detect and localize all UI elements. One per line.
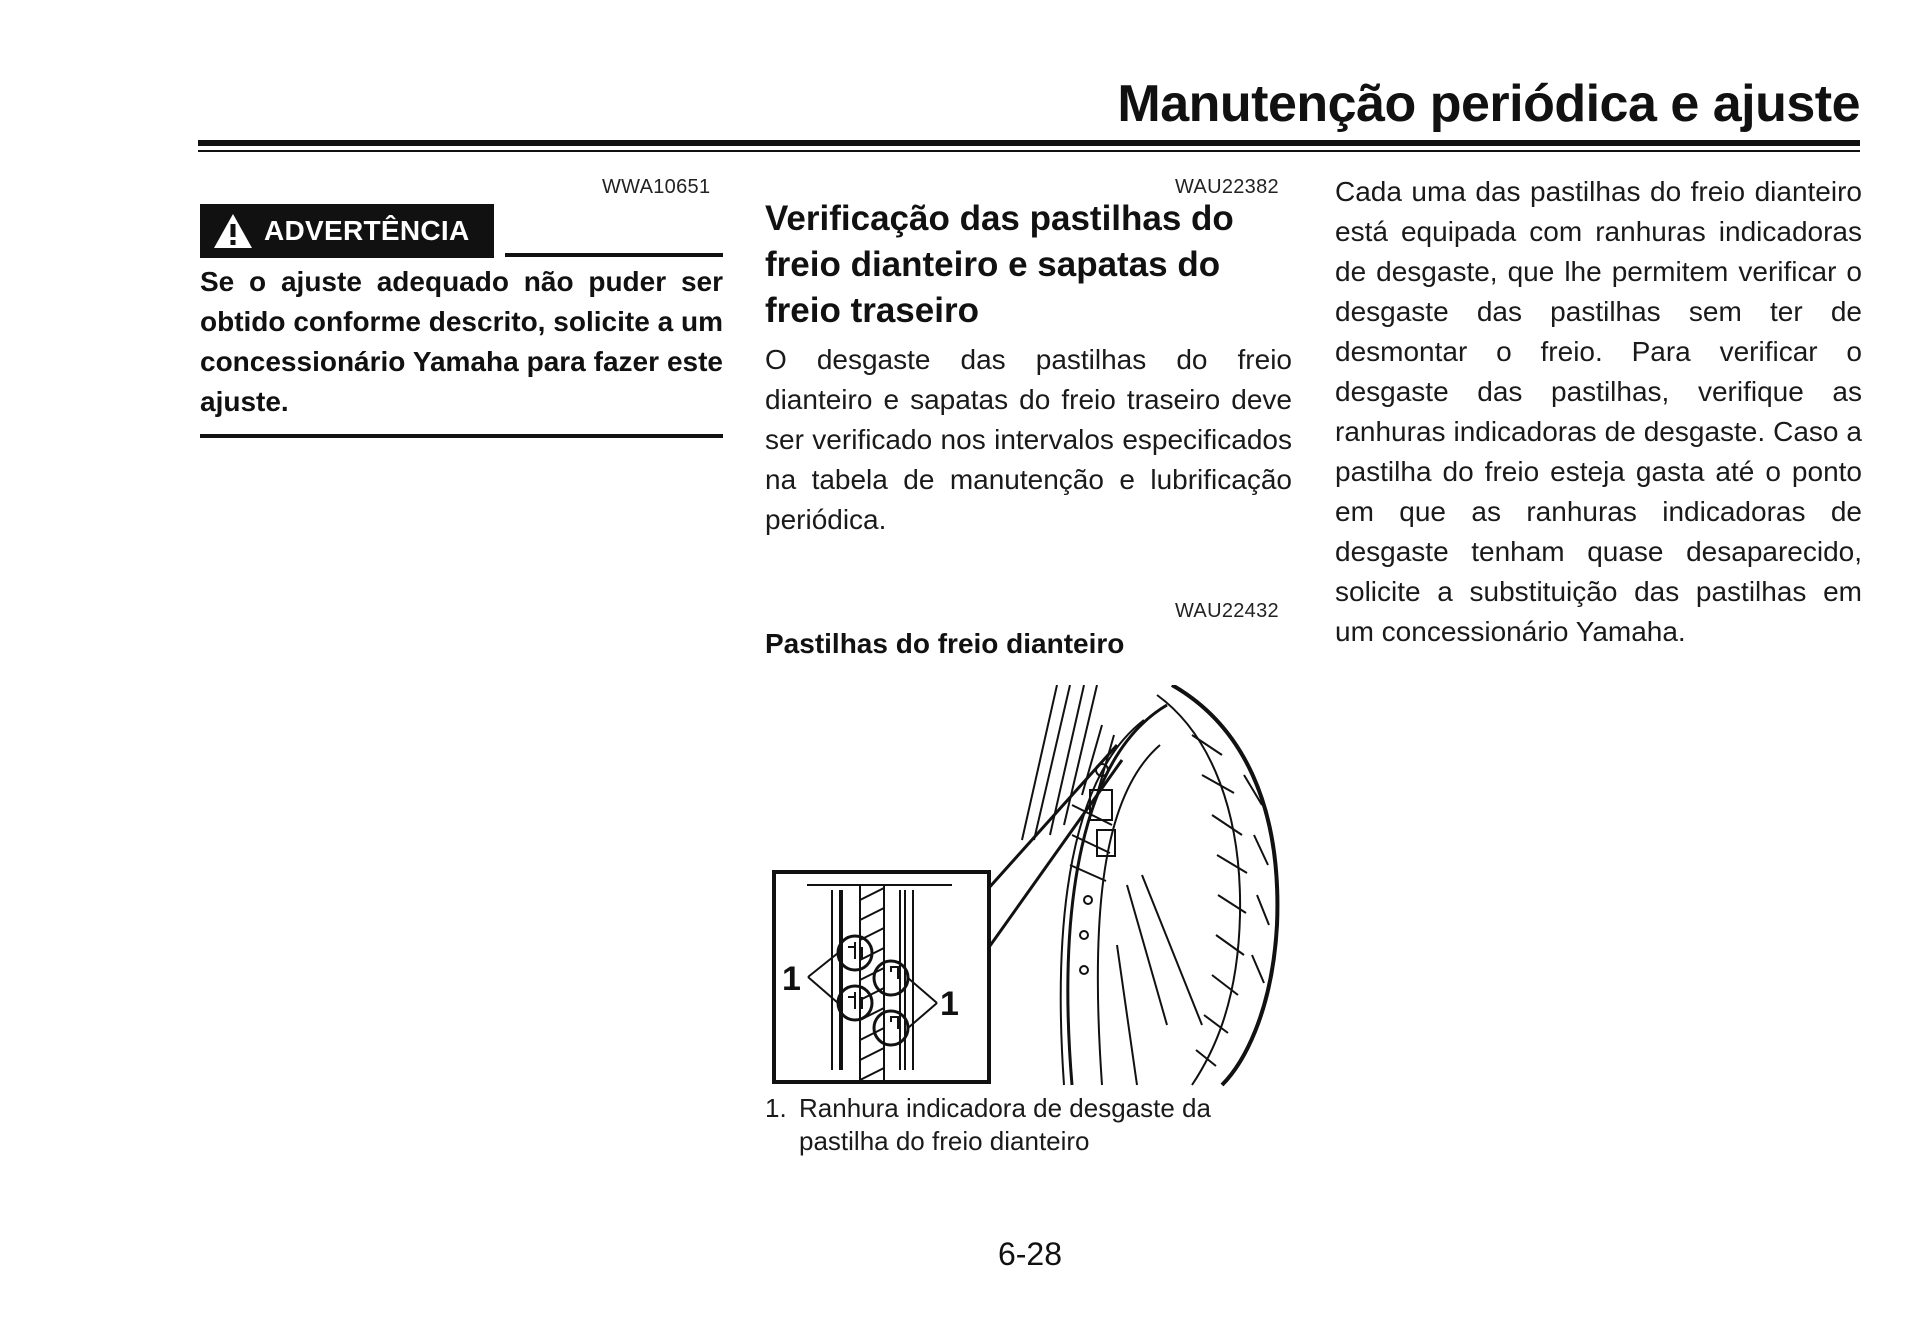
warning-triangle-icon: [212, 212, 254, 250]
warning-badge: [200, 204, 494, 258]
callout-left: 1: [782, 960, 801, 998]
section-text: O desgaste das pastilhas do freio dianteiro e sapatas do freio traseiro deve ser verificado nos intervalos especificados na tabela de manutenção e lubrificação periódica.: [765, 344, 1292, 535]
warning-rule: [505, 253, 723, 257]
caption-number: 1.: [765, 1093, 787, 1123]
brake-pad-figure: [772, 685, 1292, 1090]
warning-text: Se o ajuste adequado não puder ser obtido conforme descrito, solicite a um concessionário Yamaha para fazer este ajuste.: [200, 266, 723, 417]
warning-label: ADVERTÊNCIA: [264, 215, 470, 246]
section-code: WAU22382: [1175, 176, 1279, 198]
warning-code: WWA10651: [602, 176, 711, 198]
brake-illustration: [772, 685, 1292, 1090]
warning-bottom-rule: [200, 434, 723, 438]
page-title: Manutenção periódica e ajuste: [1117, 75, 1860, 133]
caption-text: Ranhura indicadora de desgaste da pastilha do freio dianteiro: [799, 1093, 1211, 1156]
section-title: Verificação das pastilhas do freio dianteiro e sapatas do freio traseiro: [765, 199, 1234, 330]
subsection-title: Pastilhas do freio dianteiro: [765, 628, 1125, 659]
page-number: 6-28: [997, 1236, 1063, 1272]
right-column-text: Cada uma das pastilhas do freio dianteiro está equipada com ranhuras indicadoras de desgaste, que lhe permitem verificar o desgaste das pastilhas sem ter de desmontar o freio. Para verificar o desgaste das pastilhas, verifique as ranhuras indicadoras de desgaste. Caso a pastilha do freio esteja gasta até o ponto em que as ranhuras indicadoras de desgaste tenham quase desaparecido, solicite a substituição das pastilhas em um concessionário Yamaha.: [1335, 176, 1862, 647]
header-rule-thick: [198, 140, 1860, 146]
callout-right: 1: [940, 985, 959, 1023]
subsection-code: WAU22432: [1175, 600, 1279, 622]
header-rule-thin: [198, 150, 1860, 152]
figure-caption: [765, 1092, 1285, 1158]
